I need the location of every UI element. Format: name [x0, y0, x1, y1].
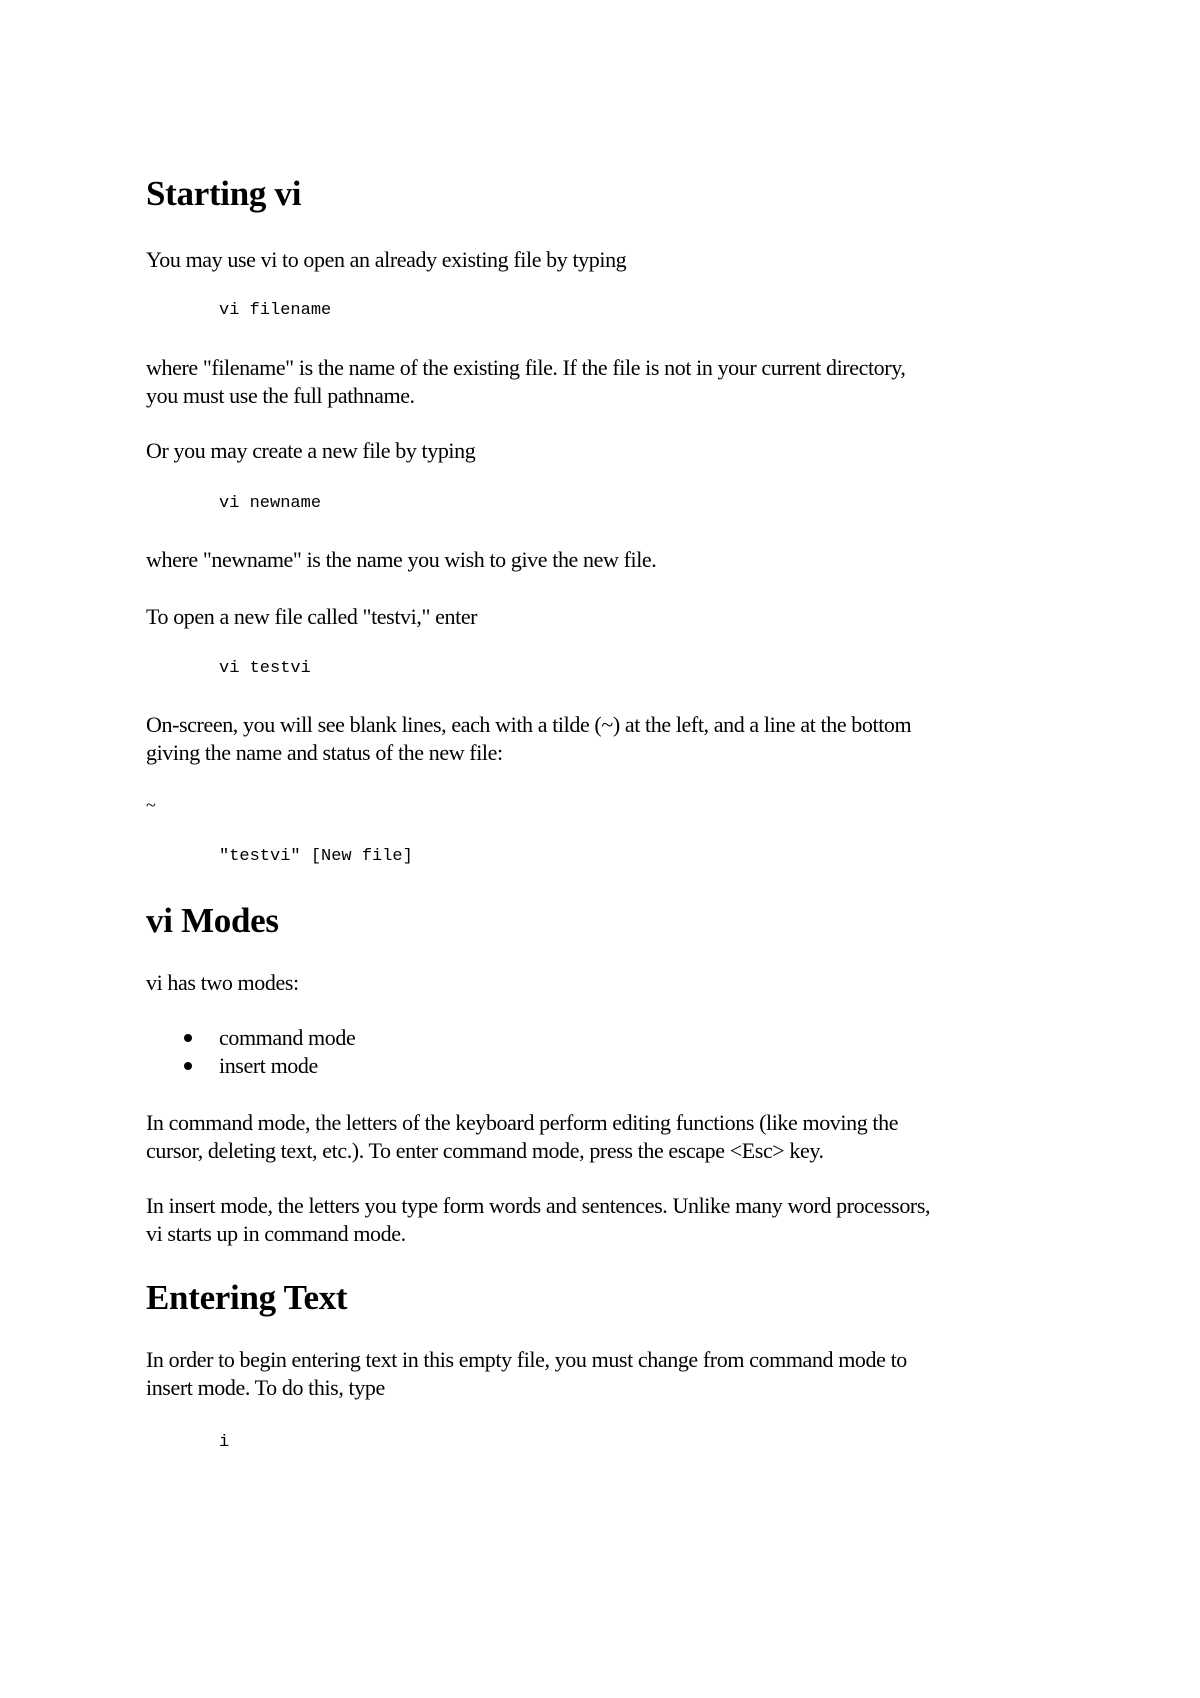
- modes-list: [146, 1024, 355, 1080]
- list-item: [146, 1052, 355, 1080]
- paragraph-filename-line2: you must use the full pathname.: [146, 383, 415, 408]
- paragraph-onscreen-line1: On-screen, you will see blank lines, each with a tilde (~) at the left, and a line at the bottom: [146, 712, 912, 737]
- code-vi-testvi: vi testvi: [219, 659, 311, 678]
- bullet-icon: [184, 1062, 192, 1070]
- paragraph-two-modes: vi has two modes:: [146, 970, 299, 995]
- paragraph-command-mode-line2: cursor, deleting text, etc.). To enter command mode, press the escape <Esc> key.: [146, 1138, 824, 1163]
- bullet-icon: [184, 1034, 192, 1042]
- paragraph-newname: where "newname" is the name you wish to give the new file.: [146, 547, 657, 572]
- paragraph-open-existing: You may use vi to open an already existing file by typing: [146, 247, 627, 272]
- paragraph-insert-mode-line2: vi starts up in command mode.: [146, 1221, 406, 1246]
- heading-starting-vi: Starting vi: [146, 174, 302, 213]
- paragraph-begin-entering-line1: In order to begin entering text in this empty file, you must change from command mode to: [146, 1347, 907, 1372]
- list-item-label: insert mode: [219, 1053, 318, 1078]
- list-item: [146, 1024, 355, 1052]
- code-testvi-status: "testvi" [New file]: [219, 847, 413, 866]
- code-i: i: [219, 1433, 230, 1452]
- code-vi-filename: vi filename: [219, 301, 332, 320]
- paragraph-onscreen-line2: giving the name and status of the new file:: [146, 740, 503, 765]
- tilde-line: ~: [146, 795, 156, 815]
- heading-vi-modes: vi Modes: [146, 901, 279, 940]
- heading-entering-text: Entering Text: [146, 1278, 348, 1317]
- list-item-label: command mode: [219, 1025, 356, 1050]
- paragraph-open-testvi: To open a new file called "testvi," enter: [146, 604, 478, 629]
- paragraph-filename-line1: where "filename" is the name of the existing file. If the file is not in your current directory,: [146, 355, 906, 380]
- paragraph-begin-entering-line2: insert mode. To do this, type: [146, 1375, 385, 1400]
- code-vi-newname: vi newname: [219, 494, 322, 513]
- paragraph-command-mode-line1: In command mode, the letters of the keyboard perform editing functions (like moving the: [146, 1110, 899, 1135]
- paragraph-create-new: Or you may create a new file by typing: [146, 438, 476, 463]
- paragraph-insert-mode-line1: In insert mode, the letters you type form words and sentences. Unlike many word processors,: [146, 1193, 931, 1218]
